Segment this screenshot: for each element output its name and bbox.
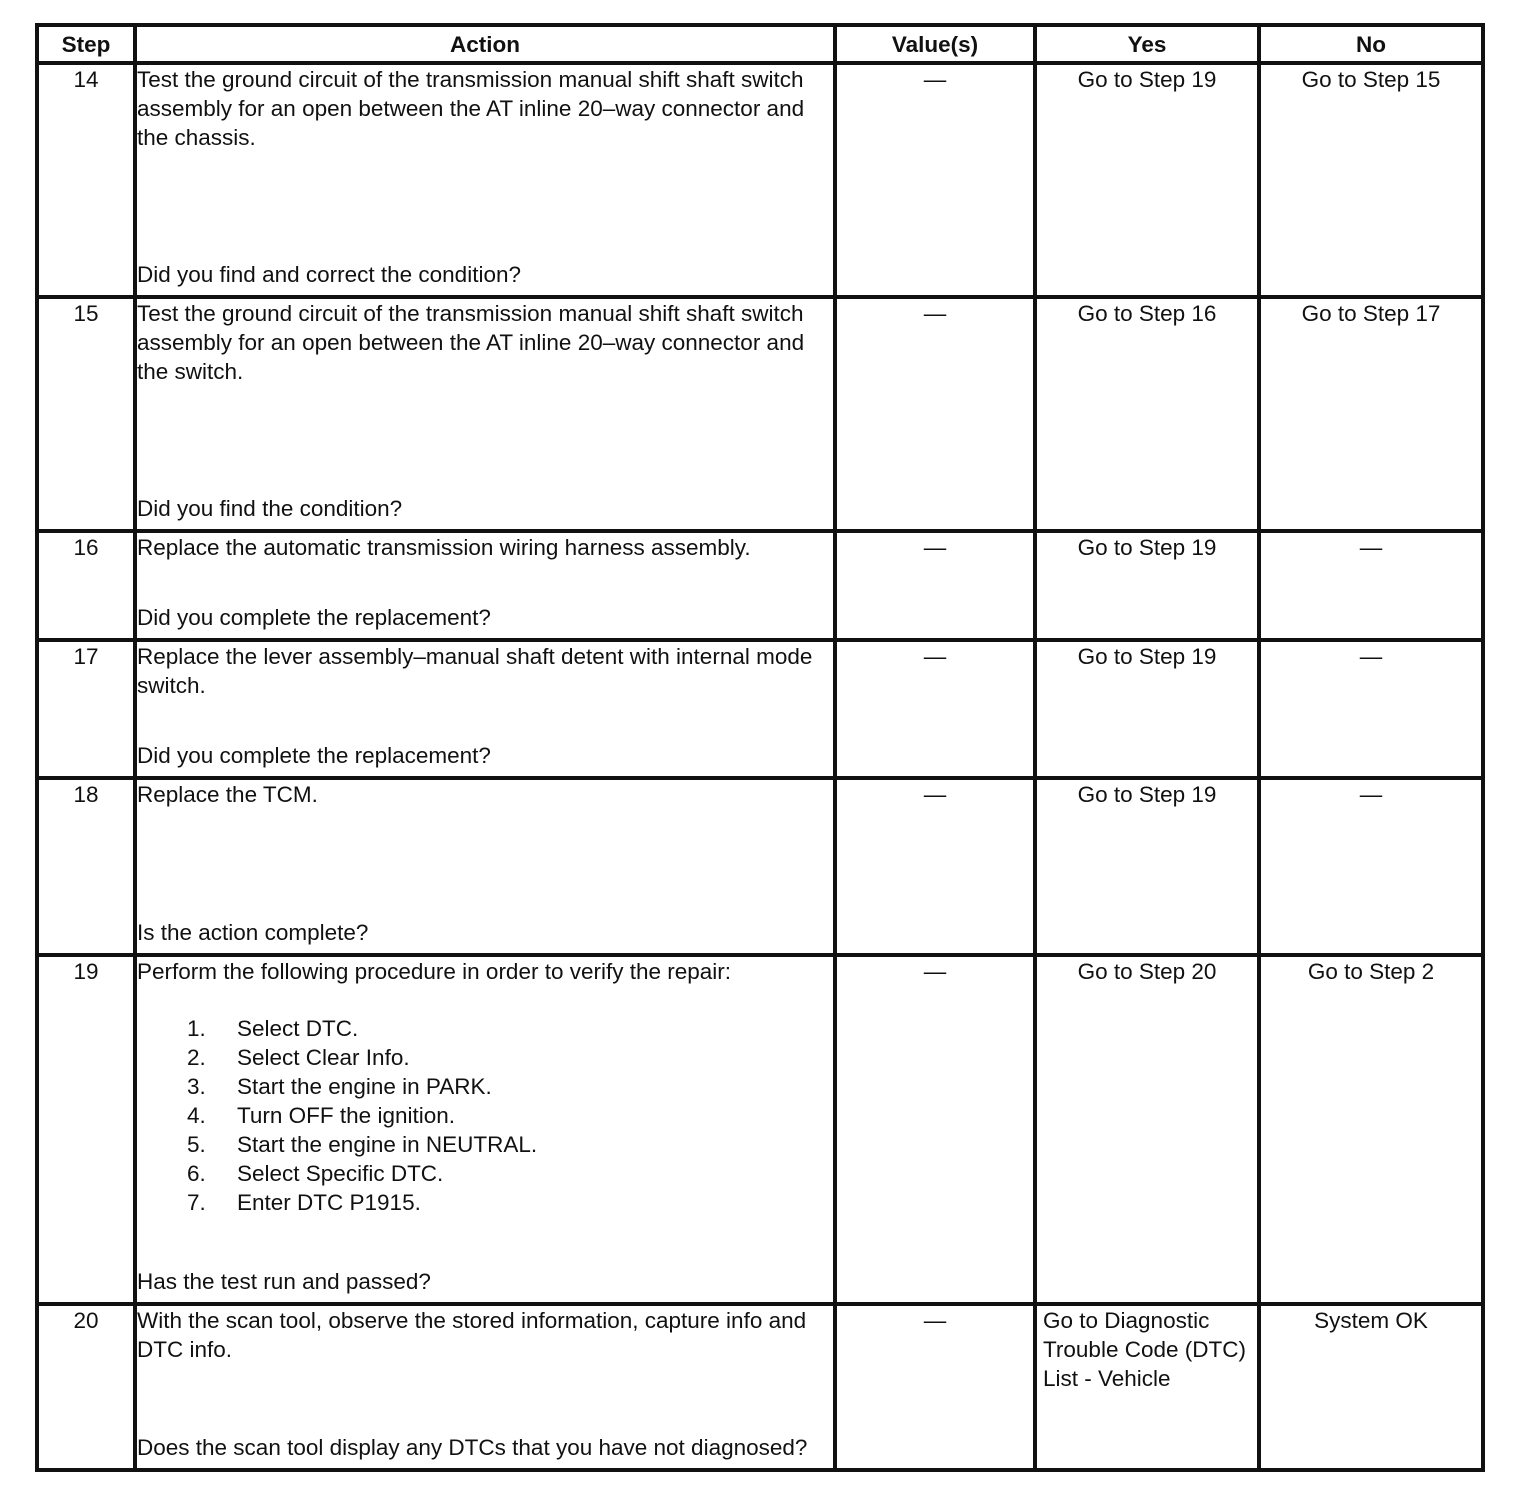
action-question: Has the test run and passed? <box>137 1269 431 1294</box>
procedure-step: 5. Start the engine in NEUTRAL. <box>187 1132 538 1157</box>
action-question: Did you find and correct the condition? <box>137 262 521 287</box>
step-number: 14 <box>37 63 135 297</box>
header-row <box>37 25 1483 63</box>
action-cell <box>135 778 835 955</box>
procedure-step: 6. Select Specific DTC. <box>187 1161 444 1186</box>
procedure-step: 2. Select Clear Info. <box>187 1045 410 1070</box>
value-cell <box>835 63 1035 297</box>
action-question: Did you complete the replacement? <box>137 605 491 630</box>
step-number: 16 <box>37 531 135 640</box>
yes-cell: Go to Step 19 <box>1035 640 1259 778</box>
action-text: Replace the lever assembly–manual shaft detent with internal mode switch. <box>137 644 813 698</box>
value-dash: — <box>923 644 947 669</box>
table-row <box>37 955 1483 1304</box>
action-text: Replace the TCM. <box>137 782 318 807</box>
value-cell <box>835 640 1035 778</box>
header-value: Value(s) <box>835 25 1035 63</box>
table-row <box>37 531 1483 640</box>
value-dash: — <box>923 959 947 984</box>
step-number: 20 <box>37 1304 135 1470</box>
action-text: Test the ground circuit of the transmission manual shift shaft switch assembly for an open between the AT inline 20–way connector and the switch. <box>137 301 805 384</box>
step-number: 19 <box>37 955 135 1304</box>
header-step: Step <box>37 25 135 63</box>
yes-cell: Go to Step 16 <box>1035 297 1259 531</box>
step-number: 15 <box>37 297 135 531</box>
step-number: 17 <box>37 640 135 778</box>
no-cell: Go to Step 2 <box>1259 955 1483 1304</box>
header-yes: Yes <box>1035 25 1259 63</box>
table-row <box>37 297 1483 531</box>
value-cell <box>835 531 1035 640</box>
value-dash: — <box>923 301 947 326</box>
action-question: Did you find the condition? <box>137 496 403 521</box>
action-text: Perform the following procedure in order to verify the repair: <box>137 959 732 984</box>
value-cell <box>835 955 1035 1304</box>
procedure-step: 4. Turn OFF the ignition. <box>187 1103 456 1128</box>
procedure-step: 1. Select DTC. <box>187 1016 359 1041</box>
table-row <box>37 640 1483 778</box>
value-cell <box>835 297 1035 531</box>
no-cell: — <box>1259 640 1483 778</box>
yes-cell: Go to Step 19 <box>1035 63 1259 297</box>
procedure-list <box>137 1014 833 1217</box>
step-number: 18 <box>37 778 135 955</box>
yes-cell: Go to Step 19 <box>1035 531 1259 640</box>
header-action: Action <box>135 25 835 63</box>
no-cell: Go to Step 17 <box>1259 297 1483 531</box>
diagnostic-table <box>35 23 1485 1472</box>
action-text: Test the ground circuit of the transmission manual shift shaft switch assembly for an open between the AT inline 20–way connector and the chassis. <box>137 67 805 150</box>
yes-cell: Go to Diagnostic Trouble Code (DTC) List - Vehicle <box>1035 1304 1259 1470</box>
action-cell <box>135 640 835 778</box>
value-dash: — <box>923 535 947 560</box>
yes-cell: Go to Step 19 <box>1035 778 1259 955</box>
no-cell: System OK <box>1259 1304 1483 1470</box>
action-question: Does the scan tool display any DTCs that you have not diagnosed? <box>137 1435 808 1460</box>
action-cell <box>135 63 835 297</box>
table-row <box>37 1304 1483 1470</box>
table-row <box>37 63 1483 297</box>
action-text: With the scan tool, observe the stored information, capture info and DTC info. <box>137 1308 807 1362</box>
action-question: Did you complete the replacement? <box>137 743 491 768</box>
table-row <box>37 778 1483 955</box>
action-cell <box>135 955 835 1304</box>
value-dash: — <box>923 782 947 807</box>
procedure-step: 7. Enter DTC P1915. <box>187 1190 421 1215</box>
no-cell: — <box>1259 778 1483 955</box>
value-cell <box>835 778 1035 955</box>
action-cell <box>135 297 835 531</box>
value-dash: — <box>923 67 947 92</box>
no-cell: Go to Step 15 <box>1259 63 1483 297</box>
yes-cell: Go to Step 20 <box>1035 955 1259 1304</box>
action-question: Is the action complete? <box>137 920 369 945</box>
value-dash: — <box>923 1308 947 1333</box>
value-cell <box>835 1304 1035 1470</box>
action-text: Replace the automatic transmission wiring harness assembly. <box>137 535 751 560</box>
procedure-step: 3. Start the engine in PARK. <box>187 1074 492 1099</box>
action-cell <box>135 531 835 640</box>
action-cell <box>135 1304 835 1470</box>
no-cell: — <box>1259 531 1483 640</box>
header-no: No <box>1259 25 1483 63</box>
